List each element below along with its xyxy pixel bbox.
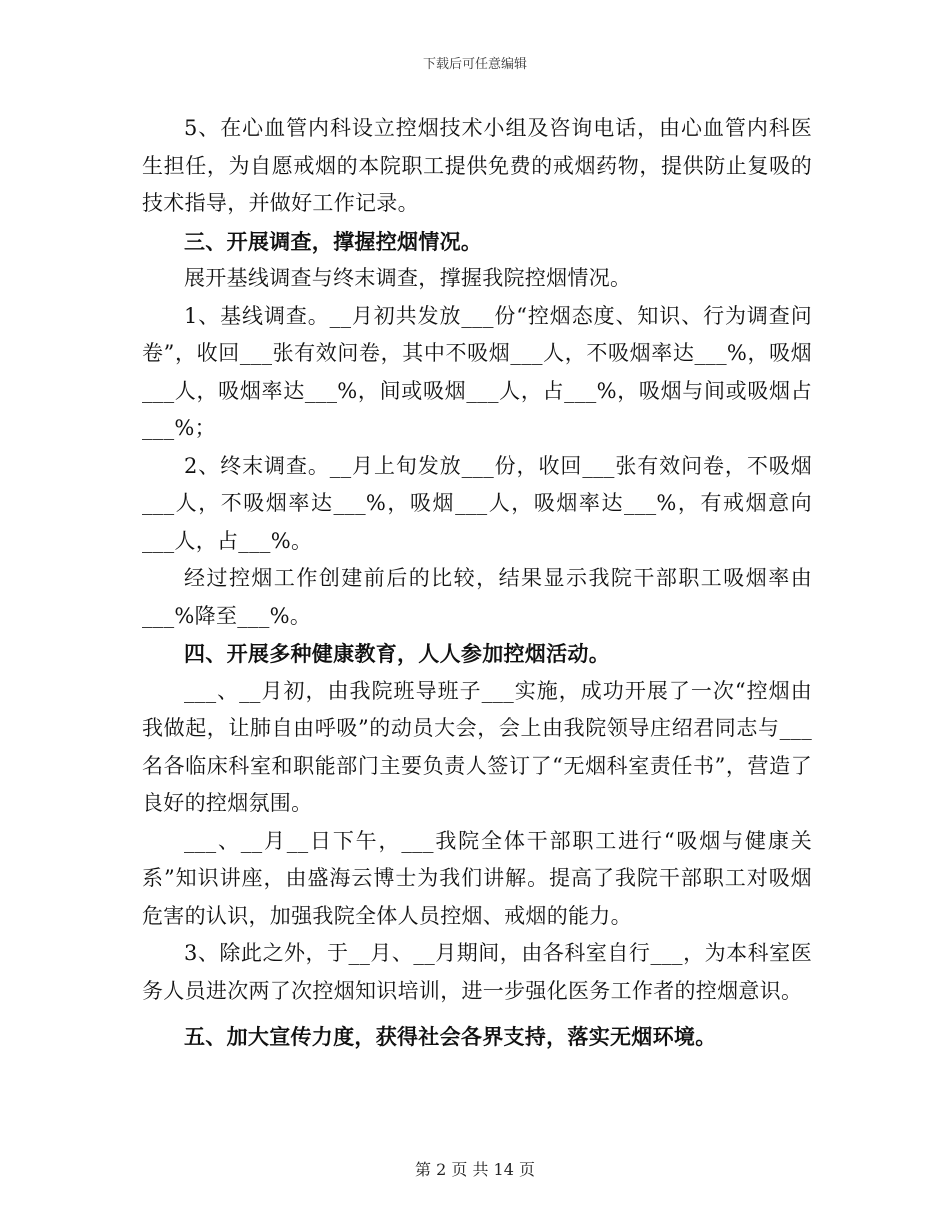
- paragraph-final-survey: 2、终末调查。__月上旬发放___份，收回___张有效问卷，不吸烟___人，不吸烟率达___%，吸烟___人，吸烟率达___%，有戒烟意向___人，占___%。: [142, 453, 812, 553]
- section-heading-4: 四、开展多种健康教育，人人参加控烟活动。: [184, 641, 610, 666]
- paragraph-baseline-survey: 1、基线调查。__月初共发放___份“控烟态度、知识、行为调查问卷”，收回___张有效问卷，其中不吸烟___人，不吸烟率达___%，吸烟___人，吸烟率达___%，间或吸烟___人，占___%，吸烟与间或吸烟占___%；: [142, 303, 812, 440]
- paragraph-mobilization-meeting: ___、__月初，由我院班导班子___实施，成功开展了一次“控烟由我做起，让肺自由呼吸”的动员大会，会上由我院领导庄绍君同志与___名各临床科室和职能部门主要负责人签订了“无烟科室责任书”，营造了良好的控烟氛围。: [142, 678, 812, 815]
- paragraph-training: 3、除此之外，于__月、__月期间，由各科室自行___，为本科室医务人员进次两了次控烟知识培训，进一步强化医务工作者的控烟意识。: [142, 941, 812, 1003]
- paragraph-item-5: 5、在心血管内科设立控烟技术小组及咨询电话，由心血管内科医生担任，为自愿戒烟的本院职工提供免费的戒烟药物，提供防止复吸的技术指导，并做好工作记录。: [142, 116, 812, 215]
- section-heading-5: 五、加大宣传力度，获得社会各界支持，落实无烟环境。: [184, 1024, 717, 1049]
- paragraph-lecture: ___、__月__日下午，___我院全体干部职工进行“吸烟与健康关系”知识讲座，由盛海云博士为我们讲解。提高了我院干部职工对吸烟危害的认识，加强我院全体人员控烟、戒烟的能力。: [142, 828, 812, 928]
- paragraph-survey-intro: 展开基线调查与终末调查，撑握我院控烟情况。: [184, 266, 632, 290]
- paragraph-comparison: 经过控烟工作创建前后的比较，结果显示我院干部职工吸烟率由___%降至___%。: [142, 566, 812, 628]
- page-header: 下载后可任意编辑: [422, 57, 527, 72]
- document-body: [142, 110, 812, 1056]
- section-heading-3: 三、开展调查，撑握控烟情况。: [184, 228, 483, 254]
- page-number: 第 2 页 共 14 页: [415, 1160, 535, 1179]
